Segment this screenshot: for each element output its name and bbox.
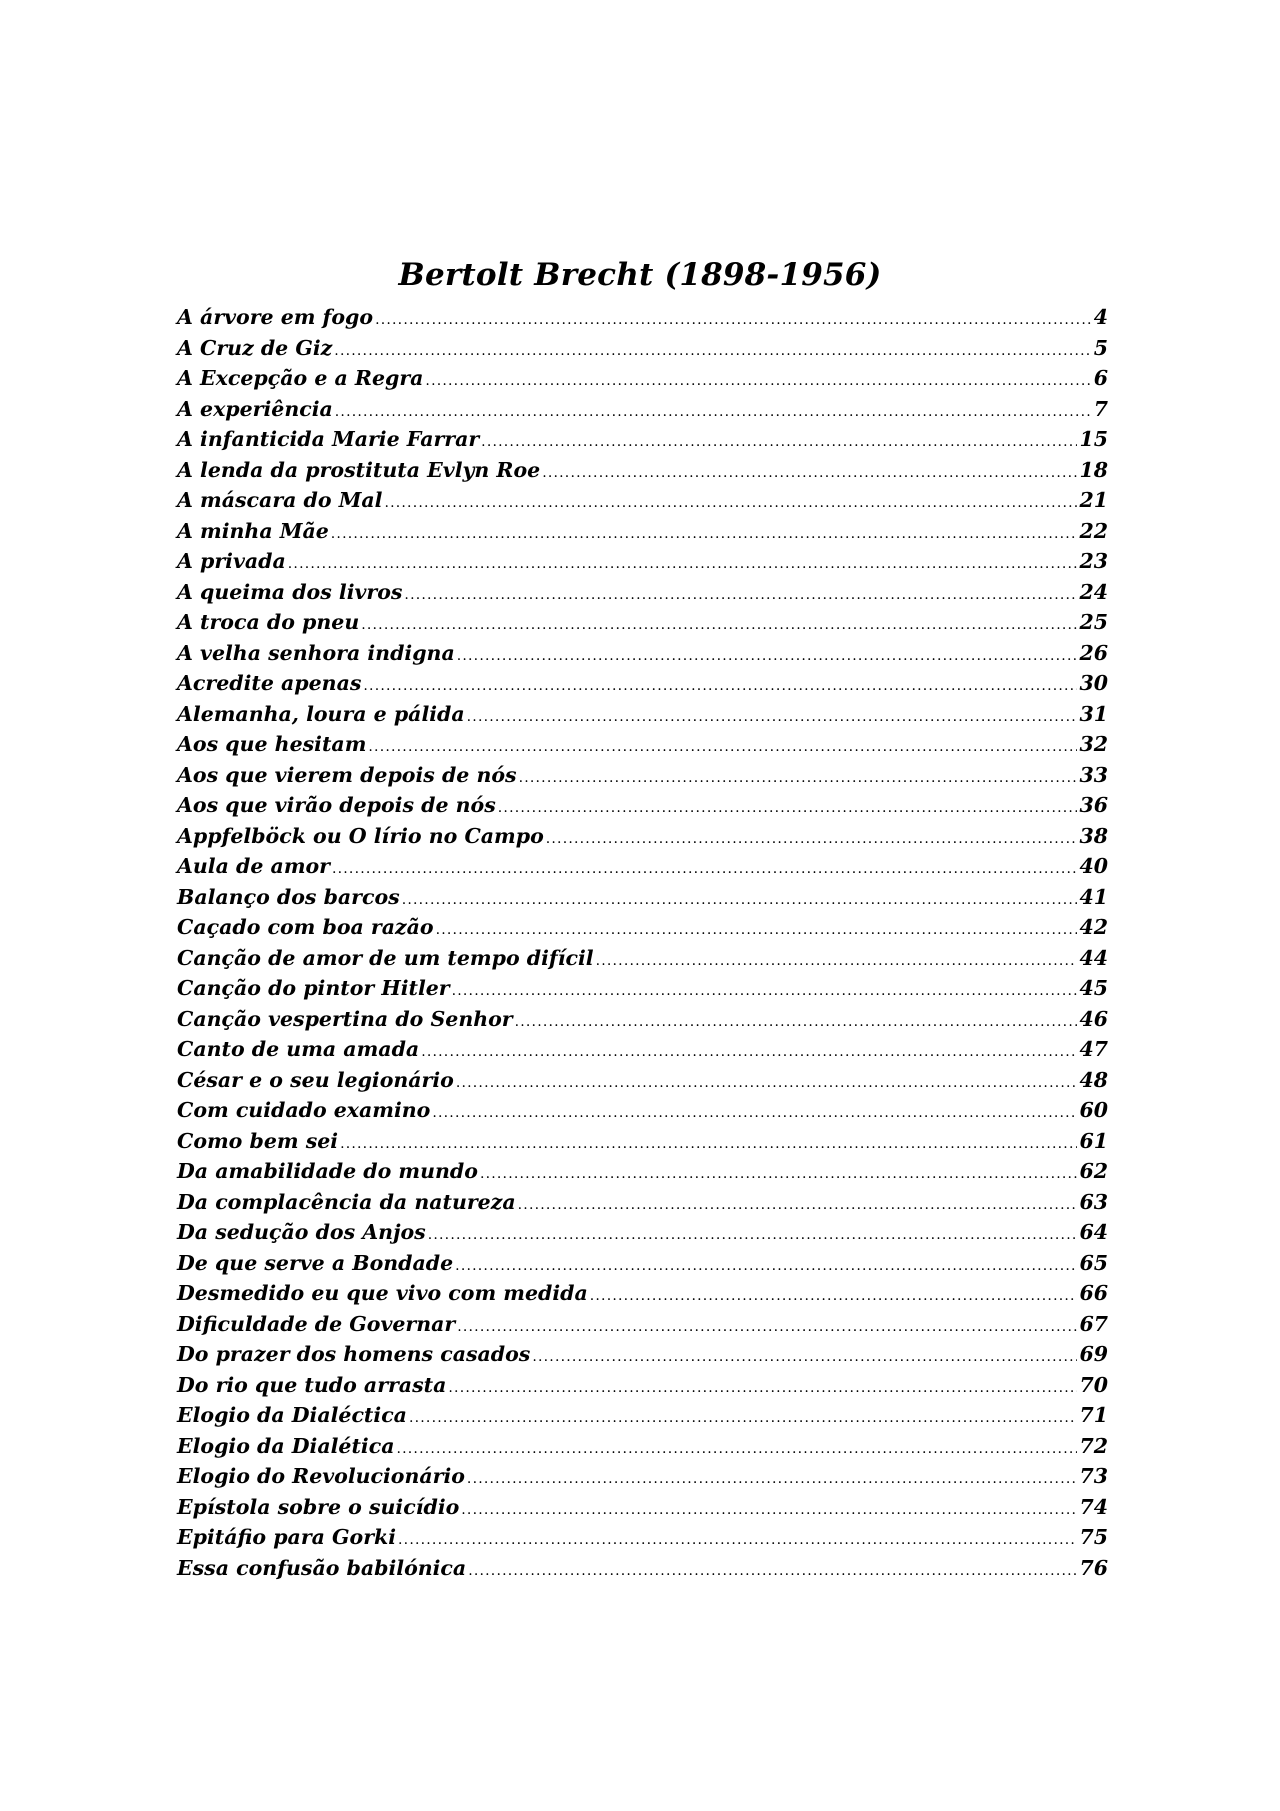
toc-entry-title: Da amabilidade do mundo [177,1159,478,1183]
toc-dot-leader [335,397,1092,428]
toc-entry-title: Elogio do Revolucionário [177,1464,465,1488]
toc-entry[interactable] [177,546,1108,577]
toc-entry[interactable] [177,1187,1108,1218]
toc-entry-title: César e o seu legionário [177,1067,454,1092]
toc-dot-leader [590,1281,1078,1312]
toc-dot-leader [461,1495,1077,1526]
toc-entry-title: Canção do pintor Hitler [177,976,450,1000]
toc-entry[interactable] [177,1492,1108,1523]
toc-entry-title: Da sedução dos Anjos [177,1220,426,1244]
toc-entry-page-number: 41 [1079,884,1108,909]
toc-dot-leader [384,488,1077,519]
toc-dot-leader [532,1342,1077,1373]
toc-entry[interactable] [177,1034,1108,1065]
toc-entry-title: Como bem sei [177,1128,339,1153]
toc-dot-leader [457,1312,1077,1343]
toc-entry-title: Appfelböck ou O lírio no Campo [177,823,544,848]
toc-entry[interactable] [177,333,1108,364]
toc-dot-leader [467,702,1078,733]
toc-entry-page-number: 45 [1079,976,1108,1000]
toc-entry-page-number: 44 [1079,945,1108,970]
toc-entry-page-number: 32 [1079,732,1108,756]
toc-entry-page-number: 61 [1079,1128,1108,1153]
toc-dot-leader [332,854,1077,885]
toc-entry[interactable] [177,790,1108,821]
toc-entry-title: Da complacência da natureza [177,1189,516,1214]
toc-entry[interactable] [177,638,1108,669]
toc-dot-leader [402,885,1078,916]
toc-entry-title: A infanticida Marie Farrar [177,427,480,451]
toc-entry-page-number: 25 [1079,610,1108,634]
toc-entry-page-number: 62 [1079,1159,1108,1183]
toc-entry[interactable] [177,1522,1108,1553]
toc-dot-leader [334,336,1091,367]
toc-entry-page-number: 72 [1079,1433,1108,1458]
toc-dot-leader [452,976,1078,1007]
toc-entry-page-number: 66 [1079,1281,1108,1305]
toc-entry-page-number: 4 [1093,305,1108,329]
toc-entry-page-number: 67 [1079,1311,1108,1336]
toc-dot-leader [467,1464,1078,1495]
toc-entry-title: Com cuidado examino [177,1098,431,1122]
toc-entry[interactable] [177,973,1108,1004]
toc-entry[interactable] [177,1370,1108,1401]
toc-dot-leader [404,580,1077,611]
toc-entry[interactable] [177,912,1108,943]
toc-entry[interactable] [177,516,1108,547]
toc-dot-leader [288,549,1078,580]
toc-dot-leader [468,1556,1077,1587]
toc-entry-title: Essa confusão babilónica [177,1555,467,1580]
toc-dot-leader [498,793,1078,824]
toc-entry-page-number: 15 [1079,427,1108,451]
toc-entry[interactable] [177,577,1108,608]
toc-entry-page-number: 30 [1079,671,1108,695]
toc-entry-title: A Excepção e a Regra [177,366,424,390]
toc-entry[interactable] [177,424,1108,455]
toc-entry-title: Epitáfio para Gorki [177,1525,397,1549]
toc-entry-title: A privada [177,549,286,573]
toc-entry-page-number: 60 [1079,1098,1108,1122]
toc-entry-title: Caçado com boa razão [177,915,434,939]
toc-dot-leader [398,1525,1077,1556]
toc-entry-page-number: 31 [1079,701,1108,726]
toc-entry-page-number: 7 [1093,396,1108,421]
toc-entry-page-number: 22 [1079,518,1108,543]
table-of-contents [177,302,1108,1583]
toc-dot-leader [361,610,1077,641]
toc-entry-title: Dificuldade de Governar [177,1311,456,1336]
toc-entry[interactable] [177,668,1108,699]
toc-entry-page-number: 21 [1079,488,1108,512]
toc-entry[interactable] [177,1339,1108,1370]
toc-entry[interactable] [177,1004,1108,1035]
toc-entry[interactable] [177,363,1108,394]
toc-entry-title: Do rio que tudo arrasta [177,1372,447,1397]
toc-entry[interactable] [177,1431,1108,1462]
toc-entry-title: Canção de amor de um tempo difícil [177,945,594,970]
toc-entry[interactable] [177,302,1108,333]
toc-entry[interactable] [177,1553,1108,1584]
toc-entry-title: Aos que virão depois de nós [177,793,496,817]
toc-entry-title: A velha senhora indigna [177,640,455,665]
toc-entry-page-number: 6 [1093,366,1108,390]
toc-entry-title: Canção vespertina do Senhor [177,1006,513,1031]
toc-dot-leader [457,641,1078,672]
toc-entry[interactable] [177,1248,1108,1279]
page-title: Bertolt Brecht (1898-1956) [398,256,882,293]
toc-entry[interactable] [177,882,1108,913]
toc-entry-page-number: 5 [1093,335,1108,360]
toc-entry[interactable] [177,1126,1108,1157]
toc-dot-leader [455,1251,1077,1282]
toc-entry-page-number: 65 [1079,1250,1108,1275]
toc-entry-title: Canto de uma amada [177,1037,420,1061]
toc-entry[interactable] [177,851,1108,882]
toc-entry[interactable] [177,699,1108,730]
toc-entry[interactable] [177,1095,1108,1126]
toc-dot-leader [363,671,1077,702]
toc-entry-page-number: 47 [1079,1037,1108,1061]
toc-entry[interactable] [177,729,1108,760]
toc-entry-page-number: 69 [1079,1342,1108,1366]
toc-entry[interactable] [177,1065,1108,1096]
toc-entry[interactable] [177,1309,1108,1340]
toc-dot-leader [331,519,1078,550]
toc-entry[interactable] [177,760,1108,791]
toc-dot-leader [515,1007,1078,1038]
toc-entry-page-number: 48 [1079,1067,1108,1092]
toc-entry[interactable] [177,943,1108,974]
toc-dot-leader [368,732,1077,763]
toc-dot-leader [480,1159,1078,1190]
toc-entry[interactable] [177,821,1108,852]
toc-entry-title: Elogio da Dialética [177,1433,395,1458]
toc-entry-page-number: 71 [1079,1403,1108,1427]
toc-dot-leader [432,1098,1077,1129]
toc-entry-title: De que serve a Bondade [177,1250,454,1275]
toc-entry-page-number: 36 [1079,793,1108,817]
toc-dot-leader [596,946,1078,977]
toc-dot-leader [340,1129,1077,1160]
toc-entry-page-number: 18 [1079,457,1108,482]
toc-entry-title: Do prazer dos homens casados [177,1342,531,1366]
toc-dot-leader [396,1434,1077,1465]
toc-entry[interactable] [177,485,1108,516]
toc-entry[interactable] [177,1156,1108,1187]
toc-entry-title: Alemanha, loura e pálida [177,701,465,726]
toc-entry-page-number: 26 [1079,640,1108,665]
toc-dot-leader [518,1190,1078,1221]
toc-entry-title: Acredite apenas [177,671,362,695]
toc-entry-page-number: 24 [1079,579,1108,604]
toc-dot-leader [519,763,1078,794]
toc-entry[interactable] [177,1217,1108,1248]
toc-entry-title: Balanço dos barcos [177,884,400,909]
toc-entry-title: A árvore em fogo [177,305,374,329]
toc-entry-title: Epístola sobre o suicídio [177,1494,460,1519]
toc-entry-page-number: 70 [1079,1372,1108,1397]
toc-entry[interactable] [177,1400,1108,1431]
toc-entry-page-number: 23 [1079,549,1108,573]
toc-entry[interactable] [177,607,1108,638]
toc-entry-title: Aos que vierem depois de nós [177,762,517,787]
toc-entry[interactable] [177,1278,1108,1309]
toc-entry-page-number: 63 [1079,1189,1108,1214]
toc-entry-title: Aula de amor [177,854,330,878]
toc-dot-leader [428,1220,1078,1251]
toc-entry-page-number: 38 [1079,823,1108,848]
toc-entry-page-number: 76 [1079,1555,1108,1580]
toc-dot-leader [481,427,1077,458]
toc-dot-leader [448,1373,1077,1404]
toc-dot-leader [546,824,1078,855]
toc-entry-title: Desmedido eu que vivo com medida [177,1281,588,1305]
toc-dot-leader [436,915,1078,946]
toc-entry[interactable] [177,455,1108,486]
toc-entry-title: A máscara do Mal [177,488,383,512]
toc-entry-page-number: 42 [1079,915,1108,939]
toc-entry-title: A Cruz de Giz [177,335,333,360]
toc-entry[interactable] [177,394,1108,425]
toc-dot-leader [409,1403,1078,1434]
toc-dot-leader [542,458,1077,489]
toc-entry-title: A lenda da prostituta Evlyn Roe [177,457,541,482]
toc-entry-page-number: 64 [1079,1220,1108,1244]
toc-entry-page-number: 46 [1079,1006,1108,1031]
toc-entry-title: A minha Mãe [177,518,329,543]
toc-dot-leader [421,1037,1077,1068]
toc-entry[interactable] [177,1461,1108,1492]
toc-entry-page-number: 40 [1079,854,1108,878]
toc-entry-title: Aos que hesitam [177,732,367,756]
toc-dot-leader [456,1068,1078,1099]
toc-entry-title: A troca do pneu [177,610,360,634]
toc-dot-leader [375,305,1092,336]
toc-entry-title: Elogio da Dialéctica [177,1403,407,1427]
toc-dot-leader [425,366,1091,397]
toc-entry-title: A experiência [177,396,333,421]
toc-entry-page-number: 75 [1079,1525,1108,1549]
toc-entry-page-number: 33 [1079,762,1108,787]
toc-entry-page-number: 74 [1079,1494,1108,1519]
toc-entry-page-number: 73 [1079,1464,1108,1488]
toc-entry-title: A queima dos livros [177,579,403,604]
